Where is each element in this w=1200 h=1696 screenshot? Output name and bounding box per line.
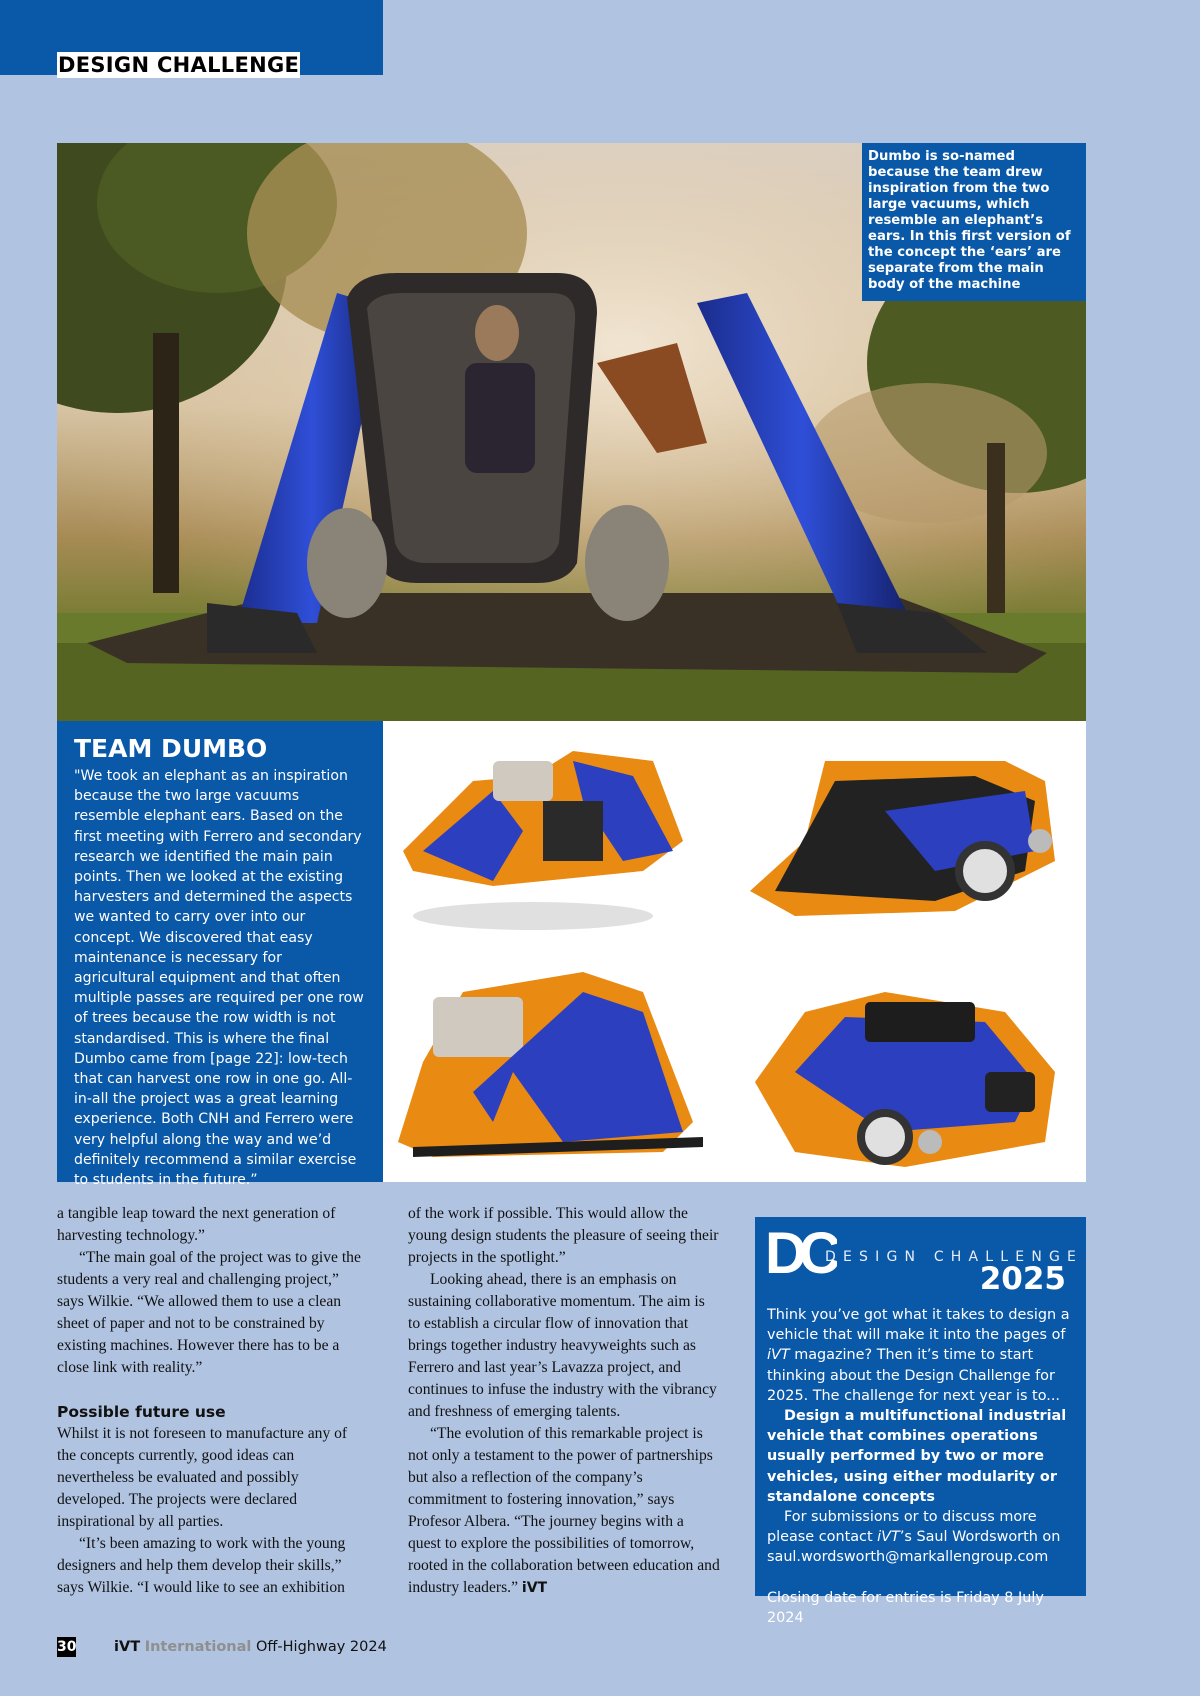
paragraph: “It’s been amazing to work with the young designers and help them develop their skills,” says Wilkie. “I would like to see an exhibition xyxy=(57,1535,346,1596)
footer-issue: Off-Highway 2024 xyxy=(256,1639,387,1655)
paragraph: a tangible leap toward the next generation of harvesting technology.” xyxy=(57,1205,336,1244)
dc-closing-date: Closing date for entries is Friday 8 July 2024 xyxy=(767,1589,1044,1626)
dc-logo-text: DC xyxy=(765,1227,833,1277)
paragraph-text: “The evolution of this remarkable project is not only a testament to the power of partnerships but also a reflection of the company’s commitment to fostering innovation,” says Profesor Albera. “The journey begins with a quest to explore the possibilities of tomorrow, rooted in the collaboration between education and industry leaders.” xyxy=(408,1425,720,1596)
team-title: TEAM DUMBO xyxy=(74,734,268,763)
dc-contact-text: ’s Saul Wordsworth on saul.wordsworth@markallengroup.com xyxy=(767,1529,1061,1566)
dc-intro-text: Think you’ve got what it takes to design a vehicle that will make it into the pages of xyxy=(767,1307,1070,1344)
dc-intro xyxy=(767,1305,1077,1406)
design-challenge-box xyxy=(755,1217,1086,1626)
end-sign: iVT xyxy=(521,1580,548,1596)
subheading: Possible future use xyxy=(57,1403,226,1421)
paragraph xyxy=(408,1423,720,1599)
paragraph: Looking ahead, there is an emphasis on sustaining collaborative momentum. The aim is to establish a circular flow of innovation that brings together industry heavyweights such as Ferrero and last year’s Lavazza project, and continues to infuse the industry with the vibrancy and freshness of emerging talents. xyxy=(408,1271,717,1420)
dc-body xyxy=(767,1305,1077,1628)
concept-renders-panel xyxy=(383,721,1086,1182)
dc-intro-text: magazine? Then it’s time to start thinking about the Design Challenge for 2025. The challenge for next year is to... xyxy=(767,1347,1060,1404)
paragraph: of the work if possible. This would allow the young design students the pleasure of seeing their projects in the spotlight.” xyxy=(408,1205,719,1266)
concept-render-1 xyxy=(383,721,734,951)
footer-brand-grey: International xyxy=(144,1639,252,1655)
footer-brand: iVT xyxy=(114,1639,141,1655)
photo-caption: Dumbo is so-named because the team drew inspiration from the two large vacuums, which resemble an elephant’s ears. In this first version of the concept the ‘ears’ are separate from the main body of the machine xyxy=(862,143,1086,301)
dc-year: 2025 xyxy=(979,1261,1066,1297)
team-quote: "We took an elephant as an inspiration because the two large vacuums resemble elephant ears. Based on the first meeting with Ferrero and secondary research we identified the main pain points. Then we looked at the existing harvesters and determined the aspects we wanted to carry over into our concept. We discovered that easy maintenance is necessary for agricultural equipment and that often multiple passes are required per one row of trees because the row width is not standardised. This is where the final Dumbo came from [page 22]: low-tech that can harvest one row in one go. All-in-all the project was a great learning experience. Both CNH and Ferrero were very helpful along the way and we’d definitely recommend a similar exercise to students in the future.” xyxy=(74,768,364,1189)
dc-contact-text: For submissions or to discuss more please contact xyxy=(767,1509,1037,1546)
concept-render-2 xyxy=(735,721,1086,951)
dc-label: DESIGN CHALLENGE xyxy=(825,1249,1084,1265)
team-sidebar xyxy=(57,721,383,1189)
concept-render-4 xyxy=(735,952,1086,1182)
article-column-1 xyxy=(57,1203,369,1599)
magazine-name: iVT xyxy=(877,1529,900,1546)
page-number: 30 xyxy=(57,1639,77,1655)
dc-challenge: Design a multifunctional industrial vehicle that combines operations usually performed by two or more vehicles, using either modularity or standalone concepts xyxy=(767,1408,1067,1505)
paragraph: “The main goal of the project was to give the students a very real and challenging project,” says Wilkie. “We allowed them to use a clean sheet of paper and not to be constrained by existing machines. However there has to be a close link with reality.” xyxy=(57,1249,361,1376)
hero-photo xyxy=(57,143,1086,721)
concept-render-3 xyxy=(383,952,734,1182)
paragraph: Whilst it is not foreseen to manufacture any of the concepts currently, good ideas can nevertheless be evaluated and possibly developed. The projects were declared inspirational by all parties. xyxy=(57,1425,348,1530)
article-column-2 xyxy=(408,1203,720,1599)
dc-contact xyxy=(767,1507,1077,1568)
footer xyxy=(114,1638,387,1656)
magazine-name: iVT xyxy=(767,1347,790,1364)
section-tag: DESIGN CHALLENGE xyxy=(58,53,300,77)
